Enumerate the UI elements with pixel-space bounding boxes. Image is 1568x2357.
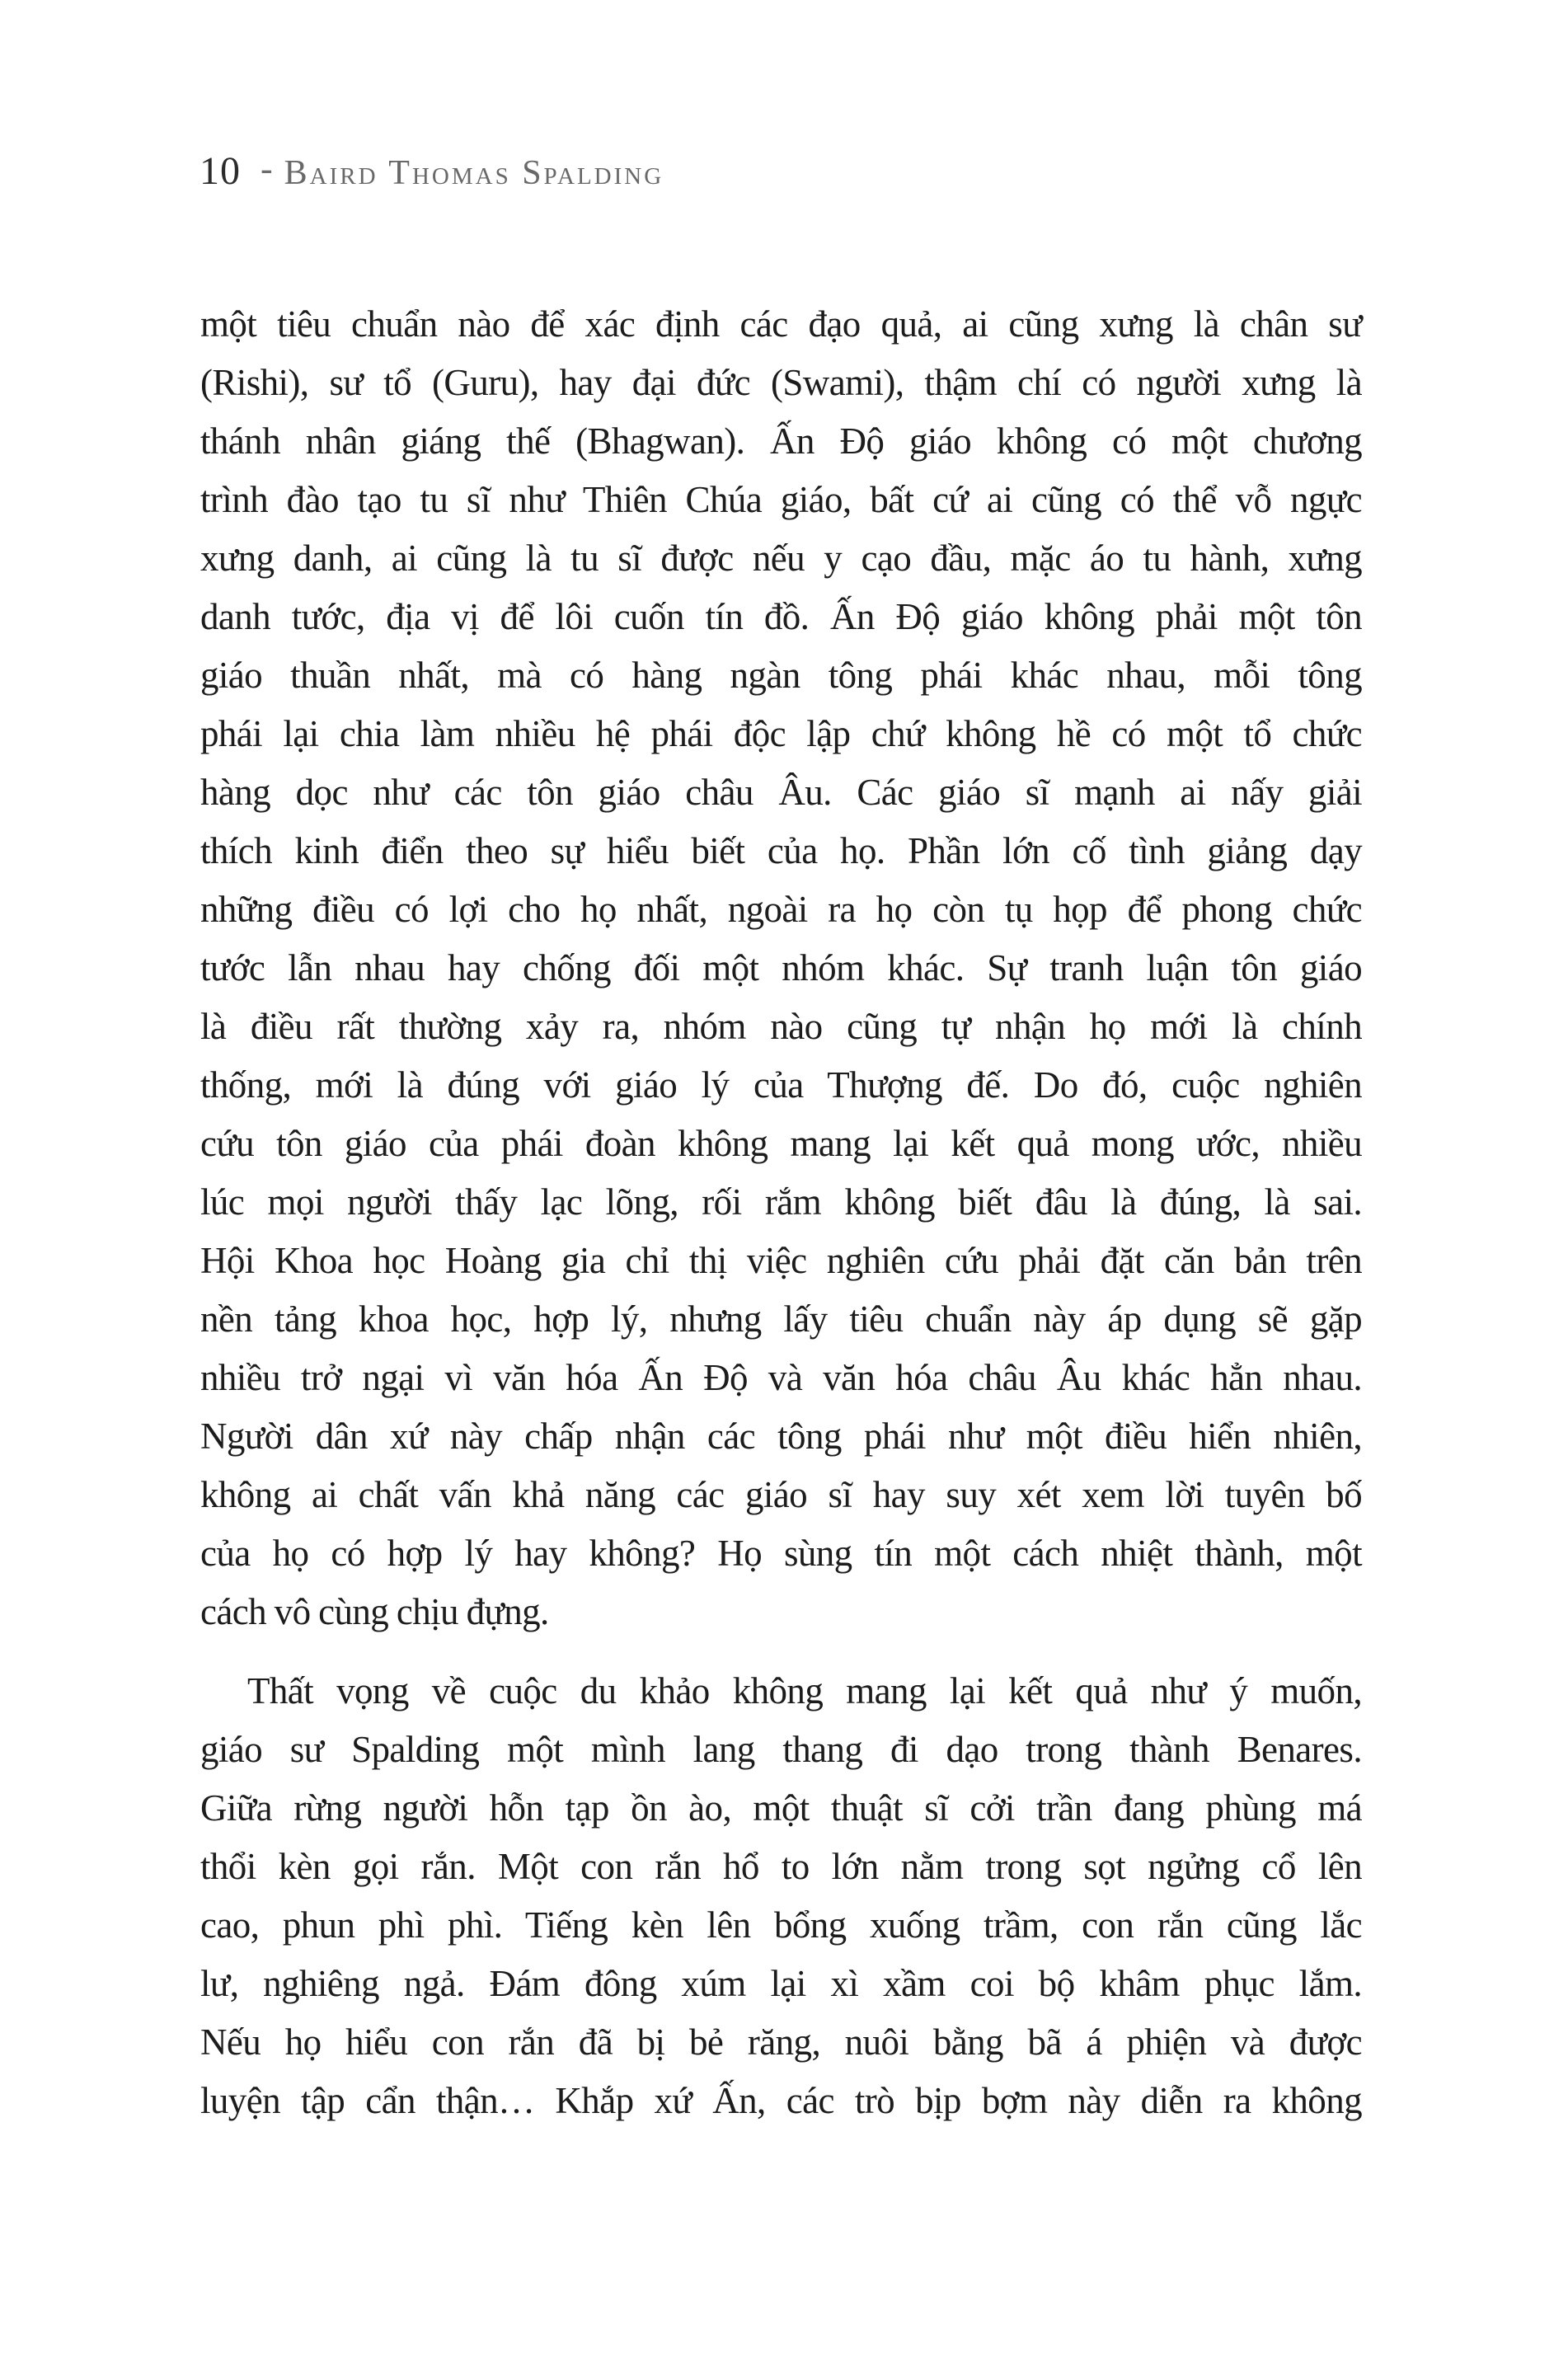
text-line: nhiều trở ngại vì văn hóa Ấn Độ và văn hóa châu Âu khác hẳn nhau. bbox=[200, 1357, 1362, 1398]
page-header bbox=[200, 148, 664, 201]
text-line: phái lại chia làm nhiều hệ phái độc lập chứ không hề có một tổ chức bbox=[200, 713, 1362, 754]
running-title: Baird Thomas Spalding bbox=[284, 154, 664, 192]
text-line: Người dân xứ này chấp nhận các tông phái như một điều hiển nhiên, bbox=[200, 1416, 1362, 1457]
text-line: là điều rất thường xảy ra, nhóm nào cũng tự nhận họ mới là chính bbox=[200, 1006, 1362, 1047]
text-line: Thất vọng về cuộc du khảo không mang lại kết quả như ý muốn, bbox=[247, 1670, 1362, 1711]
text-line: không ai chất vấn khả năng các giáo sĩ hay suy xét xem lời tuyên bố bbox=[200, 1474, 1362, 1515]
text-line: nền tảng khoa học, hợp lý, nhưng lấy tiêu chuẩn này áp dụng sẽ gặp bbox=[200, 1298, 1362, 1340]
text-line: Nếu họ hiểu con rắn đã bị bẻ răng, nuôi bằng bã á phiện và được bbox=[200, 2021, 1362, 2063]
text-line: của họ có hợp lý hay không? Họ sùng tín một cách nhiệt thành, một bbox=[200, 1533, 1362, 1574]
text-line: xưng danh, ai cũng là tu sĩ được nếu y cạo đầu, mặc áo tu hành, xưng bbox=[200, 538, 1362, 579]
text-line: cao, phun phì phì. Tiếng kèn lên bổng xuống trầm, con rắn cũng lắc bbox=[200, 1904, 1362, 1946]
paragraph bbox=[200, 295, 1362, 1641]
text-line: giáo sư Spalding một mình lang thang đi dạo trong thành Benares. bbox=[200, 1729, 1362, 1770]
text-line: thổi kèn gọi rắn. Một con rắn hổ to lớn nằm trong sọt ngửng cổ lên bbox=[200, 1846, 1362, 1887]
page-number: 10 bbox=[200, 149, 241, 193]
text-line: luyện tập cẩn thận… Khắp xứ Ấn, các trò bịp bợm này diễn ra không bbox=[200, 2080, 1362, 2121]
text-line: một tiêu chuẩn nào để xác định các đạo quả, ai cũng xưng là chân sư bbox=[200, 303, 1362, 345]
text-line: Giữa rừng người hỗn tạp ồn ào, một thuật sĩ cởi trần đang phùng má bbox=[200, 1787, 1362, 1829]
text-line: lư, nghiêng ngả. Đám đông xúm lại xì xầm coi bộ khâm phục lắm. bbox=[200, 1963, 1362, 2004]
text-line: (Rishi), sư tổ (Guru), hay đại đức (Swami), thậm chí có người xưng là bbox=[200, 362, 1362, 403]
header-separator: - bbox=[261, 148, 273, 189]
paragraph bbox=[200, 1662, 1362, 2130]
text-line: thích kinh điển theo sự hiểu biết của họ. Phần lớn cố tình giảng dạy bbox=[200, 830, 1362, 871]
text-line: những điều có lợi cho họ nhất, ngoài ra họ còn tụ họp để phong chức bbox=[200, 889, 1362, 930]
text-line: tước lẫn nhau hay chống đối một nhóm khác. Sự tranh luận tôn giáo bbox=[200, 947, 1362, 988]
text-line: thống, mới là đúng với giáo lý của Thượng đế. Do đó, cuộc nghiên bbox=[200, 1064, 1362, 1106]
text-line: giáo thuần nhất, mà có hàng ngàn tông phái khác nhau, mỗi tông bbox=[200, 655, 1362, 696]
text-line: hàng dọc như các tôn giáo châu Âu. Các giáo sĩ mạnh ai nấy giải bbox=[200, 772, 1362, 813]
text-line: Hội Khoa học Hoàng gia chỉ thị việc nghiên cứu phải đặt căn bản trên bbox=[200, 1240, 1362, 1281]
text-line: thánh nhân giáng thế (Bhagwan). Ấn Độ giáo không có một chương bbox=[200, 420, 1362, 462]
text-line: cách vô cùng chịu đựng. bbox=[200, 1591, 549, 1632]
text-line: trình đào tạo tu sĩ như Thiên Chúa giáo, bất cứ ai cũng có thể vỗ ngực bbox=[200, 479, 1362, 520]
page-body bbox=[200, 295, 1362, 2130]
text-line: danh tước, địa vị để lôi cuốn tín đồ. Ấn Độ giáo không phải một tôn bbox=[200, 596, 1362, 637]
text-line: lúc mọi người thấy lạc lõng, rối rắm không biết đâu là đúng, là sai. bbox=[200, 1181, 1362, 1223]
text-line: cứu tôn giáo của phái đoàn không mang lại kết quả mong ước, nhiều bbox=[200, 1123, 1362, 1164]
